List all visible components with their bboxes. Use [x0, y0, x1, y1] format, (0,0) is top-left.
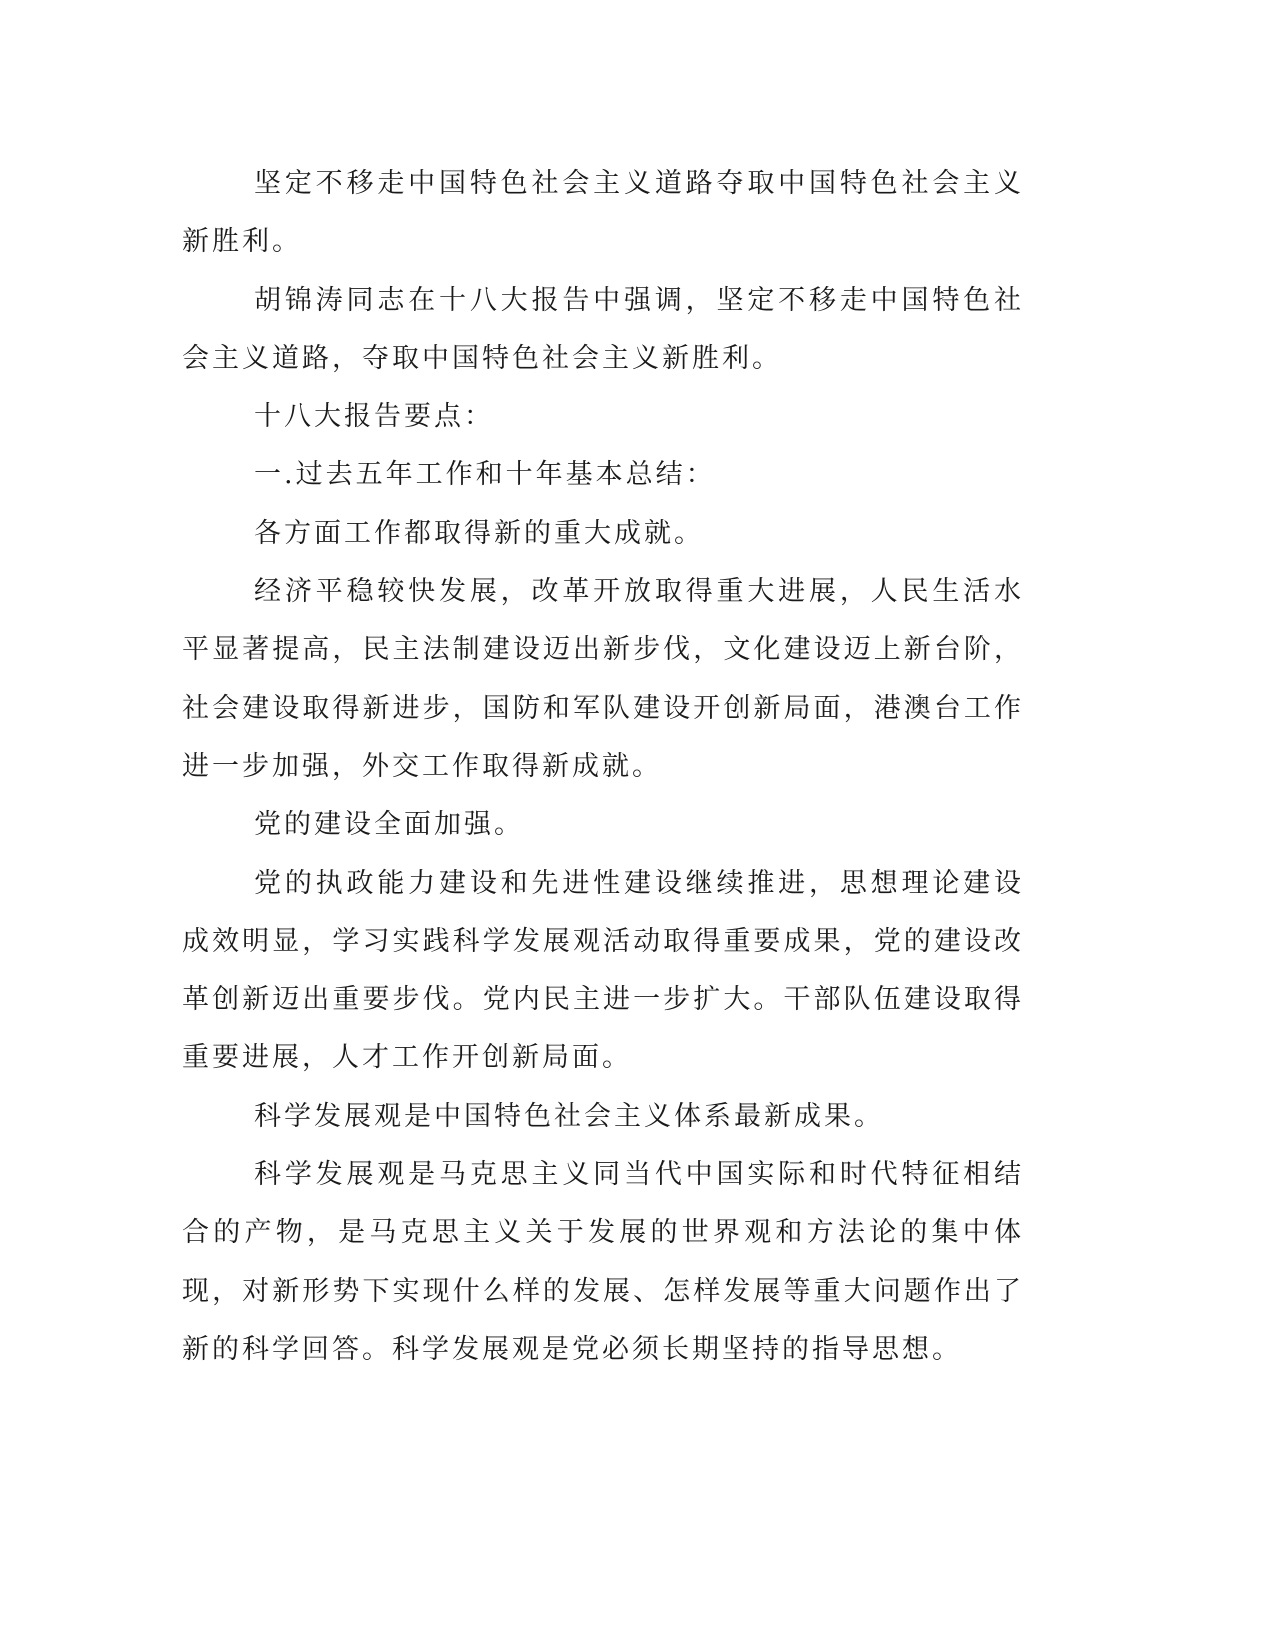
paragraph-intro: 胡锦涛同志在十八大报告中强调，坚定不移走中国特色社会主义道路，夺取中国特色社会主义新胜利。	[182, 284, 1024, 374]
paragraph-achievements-heading: 各方面工作都取得新的重大成就。	[254, 517, 704, 549]
paragraph-scientific-outlook-body: 科学发展观是马克思主义同当代中国实际和时代特征相结合的产物，是马克思主义关于发展的世界观和方法论的集中体现，对新形势下实现什么样的发展、怎样发展等重大问题作出了新的科学回答。科学发展观是党必须长期坚持的指导思想。	[182, 1159, 1024, 1365]
paragraph-achievements-body: 经济平稳较快发展，改革开放取得重大进展，人民生活水平显著提高，民主法制建设迈出新步伐，文化建设迈上新台阶，社会建设取得新进步，国防和军队建设开创新局面，港澳台工作进一步加强，外交工作取得新成就。	[182, 576, 1024, 782]
paragraph-title: 坚定不移走中国特色社会主义道路夺取中国特色社会主义新胜利。	[182, 168, 1024, 258]
paragraph-party-building-body: 党的执政能力建设和先进性建设继续推进，思想理论建设成效明显，学习实践科学发展观活动取得重要成果，党的建设改革创新迈出重要步伐。党内民主进一步扩大。干部队伍建设取得重要进展，人才工作开创新局面。	[182, 867, 1024, 1074]
paragraph-scientific-outlook-heading: 科学发展观是中国特色社会主义体系最新成果。	[254, 1100, 884, 1132]
paragraph-section-one-heading: 一.过去五年工作和十年基本总结：	[254, 459, 716, 491]
document-body	[182, 155, 1024, 1379]
paragraph-report-points: 十八大报告要点：	[254, 401, 494, 433]
paragraph-party-building-heading: 党的建设全面加强。	[254, 809, 524, 841]
